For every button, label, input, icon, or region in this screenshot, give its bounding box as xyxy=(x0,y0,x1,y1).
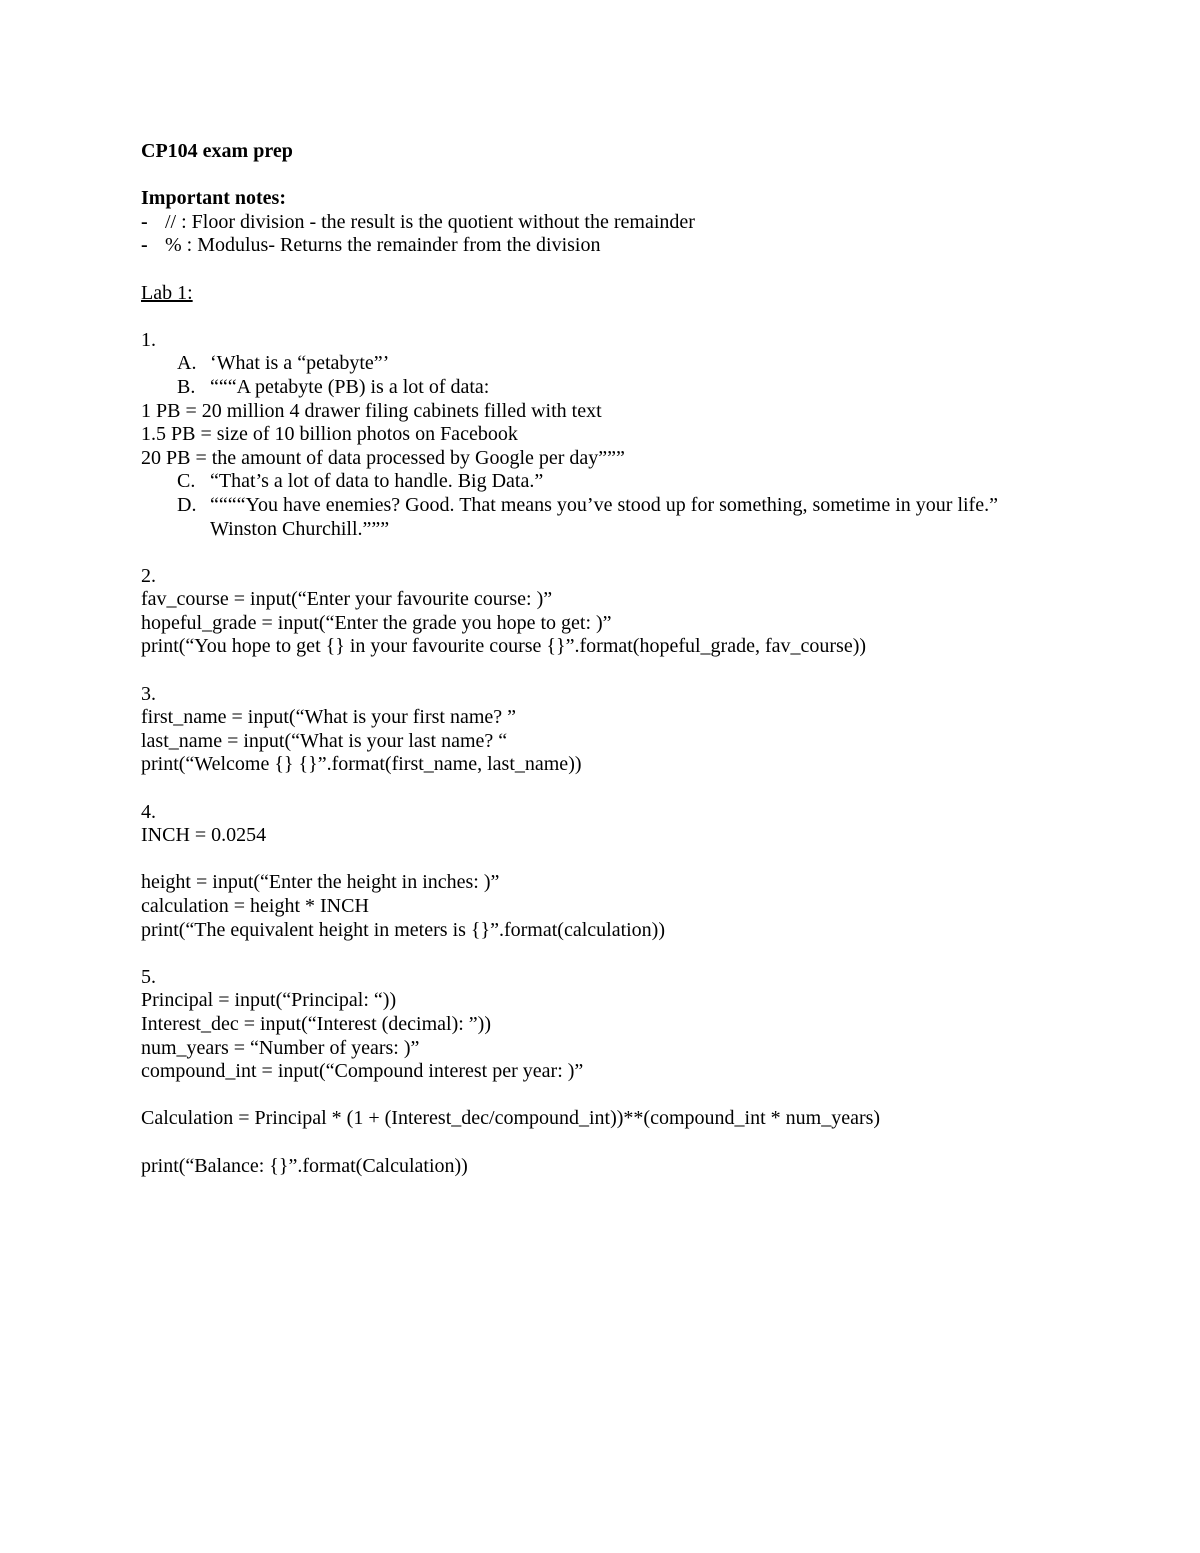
code-line: Calculation = Principal * (1 + (Interest_dec/compound_int))**(compound_int * num_years) xyxy=(141,1107,881,1130)
document-title: CP104 exam prep xyxy=(141,140,293,162)
code-line: compound_int = input(“Compound interest per year: )” xyxy=(141,1060,584,1083)
code-line: hopeful_grade = input(“Enter the grade you hope to get: )” xyxy=(141,611,612,634)
spacer xyxy=(141,659,1041,683)
list-text: ‘What is a “petabyte”’ xyxy=(210,352,390,375)
code-line: height = input(“Enter the height in inches: )” xyxy=(141,871,500,894)
lab-heading: Lab 1: xyxy=(141,281,193,304)
code-line: calculation = height * INCH xyxy=(141,895,369,917)
code-line: print(“Balance: {}”.format(Calculation)) xyxy=(141,1154,468,1177)
list-text: “““A petabyte (PB) is a lot of data: xyxy=(210,375,490,398)
code-line: first_name = input(“What is your first name? ” xyxy=(141,706,517,729)
list-letter: C. xyxy=(177,470,196,493)
spacer xyxy=(141,164,1041,188)
question-number: 5. xyxy=(141,965,156,988)
note-item xyxy=(141,211,1041,235)
question-number: 4. xyxy=(141,800,156,823)
list-letter: D. xyxy=(177,493,197,516)
spacer xyxy=(141,258,1041,282)
code-line: print(“Welcome {} {}”.format(first_name, last_name)) xyxy=(141,753,582,776)
list-text: “That’s a lot of data to handle. Big Data.” xyxy=(210,470,544,493)
question-number: 2. xyxy=(141,564,156,587)
note-text: % : Modulus- Returns the remainder from the division xyxy=(165,234,601,257)
notes-heading: Important notes: xyxy=(141,187,286,210)
spacer xyxy=(141,942,1041,966)
note-item xyxy=(141,234,1041,258)
list-text: ““““You have enemies? Good. That means you’ve stood up for something, sometime in your life.” Winston Churchill.””” xyxy=(210,493,1003,540)
list-item xyxy=(141,470,1041,494)
dash-bullet-icon: - xyxy=(141,210,148,233)
list-item xyxy=(141,494,1041,541)
spacer xyxy=(141,305,1041,329)
question-number: 3. xyxy=(141,682,156,705)
list-letter: B. xyxy=(177,375,196,398)
spacer xyxy=(141,1131,1041,1155)
spacer xyxy=(141,848,1041,872)
code-line: INCH = 0.0254 xyxy=(141,824,267,847)
code-line: 1.5 PB = size of 10 billion photos on Facebook xyxy=(141,423,518,446)
list-item xyxy=(141,352,1041,376)
code-line: print(“The equivalent height in meters is {}”.format(calculation)) xyxy=(141,918,666,941)
code-line: 20 PB = the amount of data processed by Google per day””” xyxy=(141,446,625,469)
document-page xyxy=(141,140,1041,1178)
code-line: num_years = “Number of years: )” xyxy=(141,1036,420,1059)
code-line: print(“You hope to get {} in your favourite course {}”.format(hopeful_grade, fav_course)) xyxy=(141,635,867,658)
spacer xyxy=(141,541,1041,565)
question-number: 1. xyxy=(141,328,156,351)
code-line: fav_course = input(“Enter your favourite course: )” xyxy=(141,588,553,611)
code-line: 1 PB = 20 million 4 drawer filing cabinets filled with text xyxy=(141,399,602,422)
spacer xyxy=(141,777,1041,801)
code-line: Interest_dec = input(“Interest (decimal): ”)) xyxy=(141,1012,491,1035)
list-item xyxy=(141,376,1041,400)
note-text: // : Floor division - the result is the quotient without the remainder xyxy=(165,210,695,233)
dash-bullet-icon: - xyxy=(141,234,148,257)
code-line: Principal = input(“Principal: “)) xyxy=(141,989,397,1012)
list-letter: A. xyxy=(177,352,197,375)
spacer xyxy=(141,1084,1041,1108)
code-line: last_name = input(“What is your last name? “ xyxy=(141,729,508,752)
